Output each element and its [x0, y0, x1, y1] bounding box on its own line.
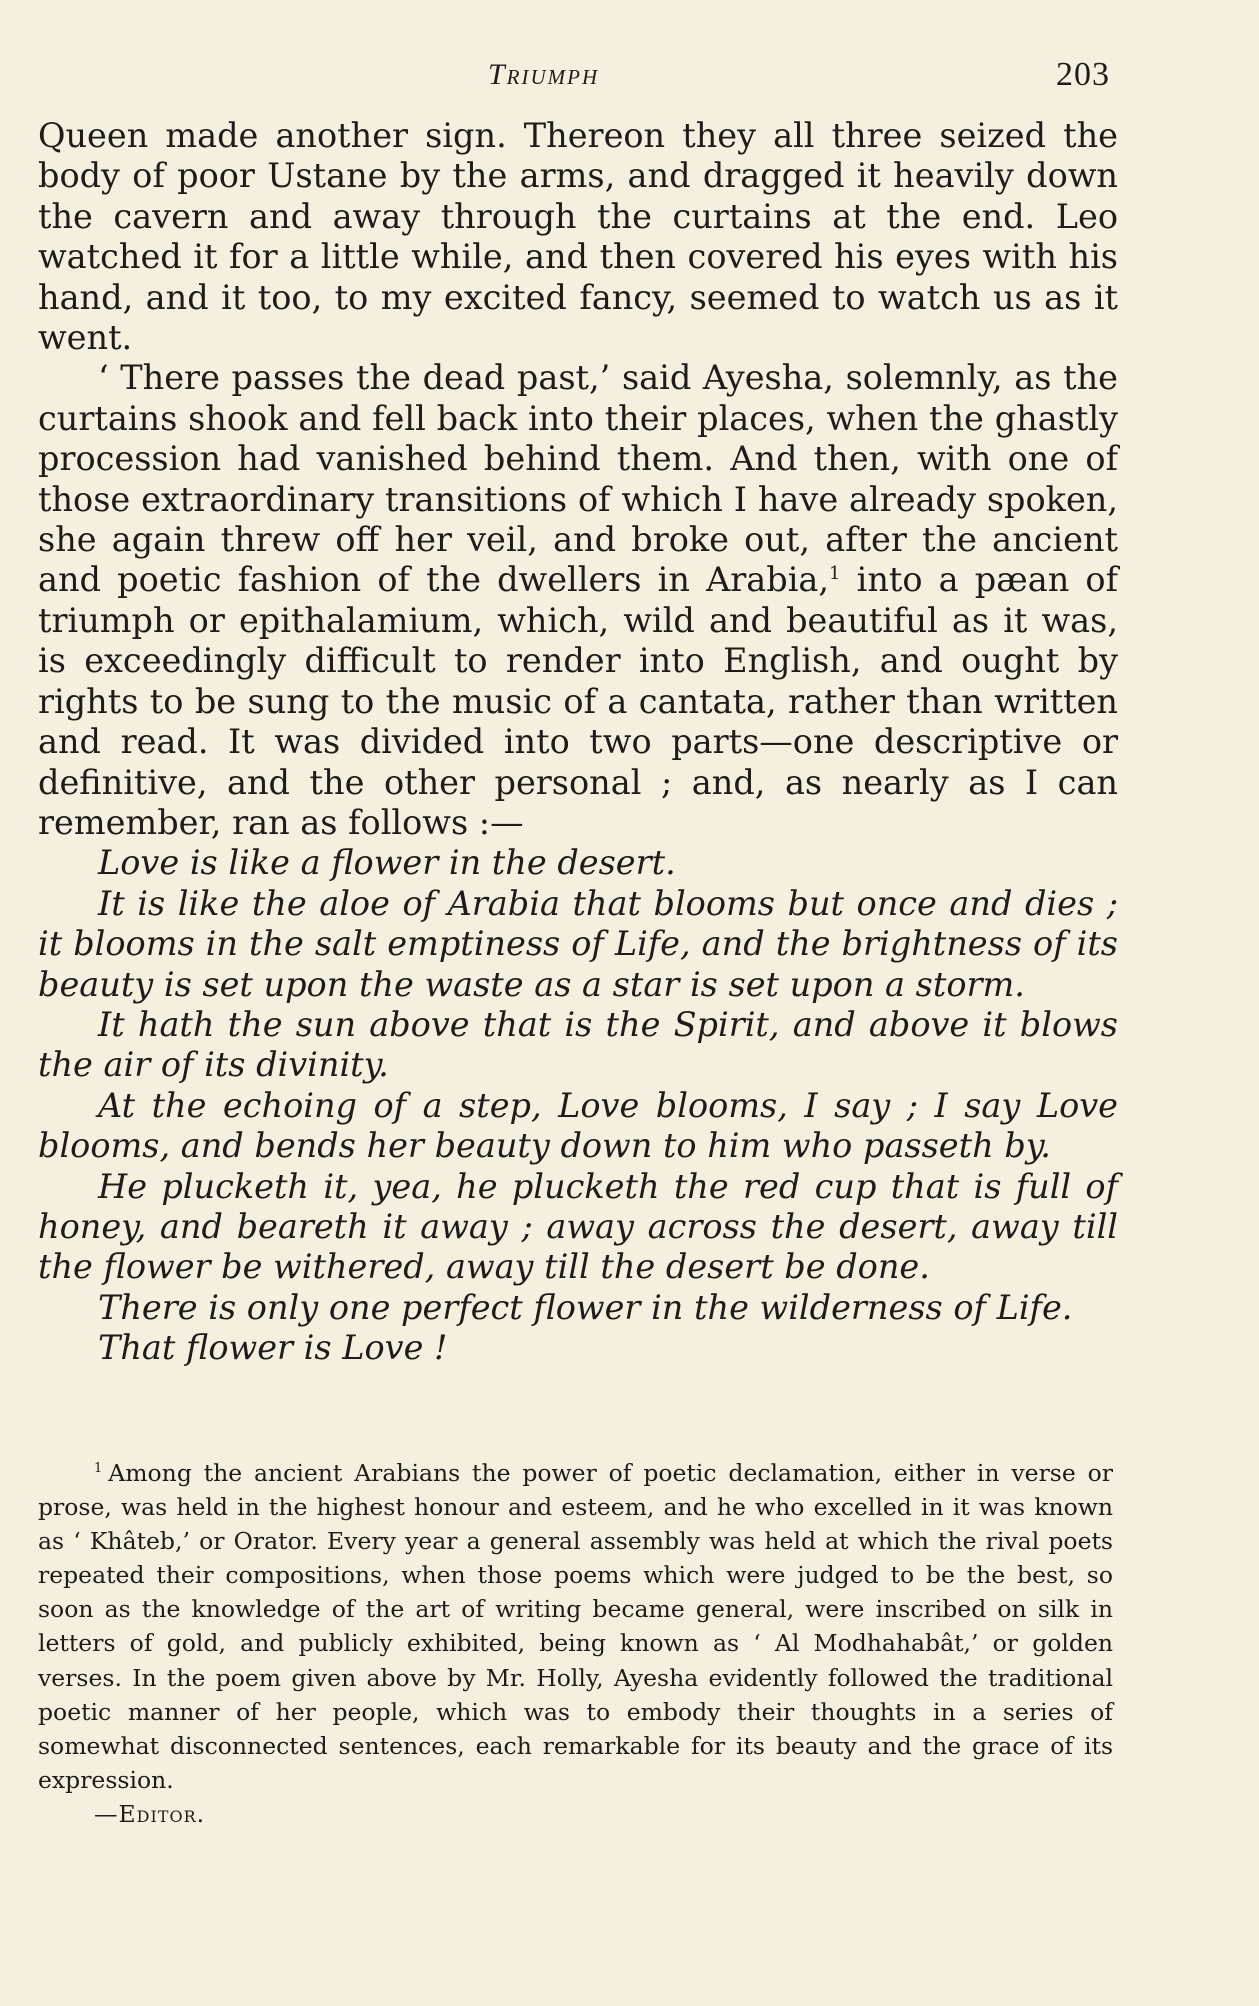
- poem-verse: It hath the sun above that is the Spirit, and above it blows the air of its divinity.: [38, 1004, 1118, 1085]
- poem-verse: There is only one perfect flower in the wilderness of Life.: [98, 1287, 1073, 1327]
- footnote-signature: —Editor.: [94, 1799, 206, 1828]
- footnote-reference: 1: [829, 563, 841, 585]
- footnote-body: [38, 1456, 1113, 1797]
- poem-verse: That flower is Love !: [98, 1328, 448, 1368]
- poem-verse: He plucketh it, yea, he plucketh the red cup that is full of honey, and beareth it away ; away across the desert, away till the flower be withered, away till the desert be done.: [38, 1166, 1118, 1287]
- paragraph-ayesha-speech: [38, 358, 1118, 843]
- paragraph-text: into a pæan of triumph or epithalamium, which, wild and beautiful as it was, is exceedingly difficult to render into English, and ought by rights to be sung to the music of a cantata, rather than written and read. It was divided into two parts—one descriptive or definitive, and the other personal ; and, as nearly as I can remember, ran as follows :—: [38, 560, 1118, 842]
- body-text: [38, 116, 1118, 1369]
- footnote-marker: 1: [94, 1461, 103, 1477]
- poem: [38, 843, 1118, 1368]
- page-number: 203: [1056, 56, 1110, 93]
- paragraph-continued: Queen made another sign. Thereon they all three seized the body of poor Ustane by the arms, and dragged it heavily down the cavern and away through the curtains at the end. Leo watched it for a little while, and then covered his eyes with his hand, and it too, to my excited fancy, seemed to watch us as it went.: [38, 116, 1118, 358]
- running-title: Triumph: [488, 58, 600, 91]
- running-header: [0, 52, 1110, 104]
- footnote: [38, 1456, 1113, 1831]
- poem-verse: Love is like a flower in the desert.: [98, 843, 676, 883]
- footnote-text: Among the ancient Arabians the power of poetic declamation, either in verse or prose, was held in the highest honour and esteem, and he who excelled in it was known as ‘ Khâteb,’ or Orator. Every year a general assembly was held at which the rival poets repeated their compositions, when those poems which were judged to be the best, so soon as the knowledge of the art of writing became general, were inscribed on silk in letters of gold, and publicly exhibited, being known as ‘ Al Modhahabât,’ or golden verses. In the poem given above by Mr. Holly, Ayesha evidently followed the traditional poetic manner of her people, which was to embody their thoughts in a series of somewhat disconnected sentences, each remarkable for its beauty and the grace of its expression.: [38, 1459, 1113, 1794]
- paragraph-text: ‘ There passes the dead past,’ said Ayesha, solemnly, as the curtains shook and fell back into their places, when the ghastly procession had vanished behind them. And then, with one of those extraordinary transitions of which I have already spoken, she again threw off her veil, and broke out, after the ancient and poetic fashion of the dwellers in Arabia,: [38, 358, 1118, 600]
- poem-verse: At the echoing of a step, Love blooms, I say ; I say Love blooms, and bends her beauty down to him who passeth by.: [38, 1085, 1118, 1166]
- poem-verse: It is like the aloe of Arabia that blooms but once and dies ; it blooms in the salt emptiness of Life, and the brightness of its beauty is set upon the waste as a star is set upon a storm.: [38, 883, 1118, 1004]
